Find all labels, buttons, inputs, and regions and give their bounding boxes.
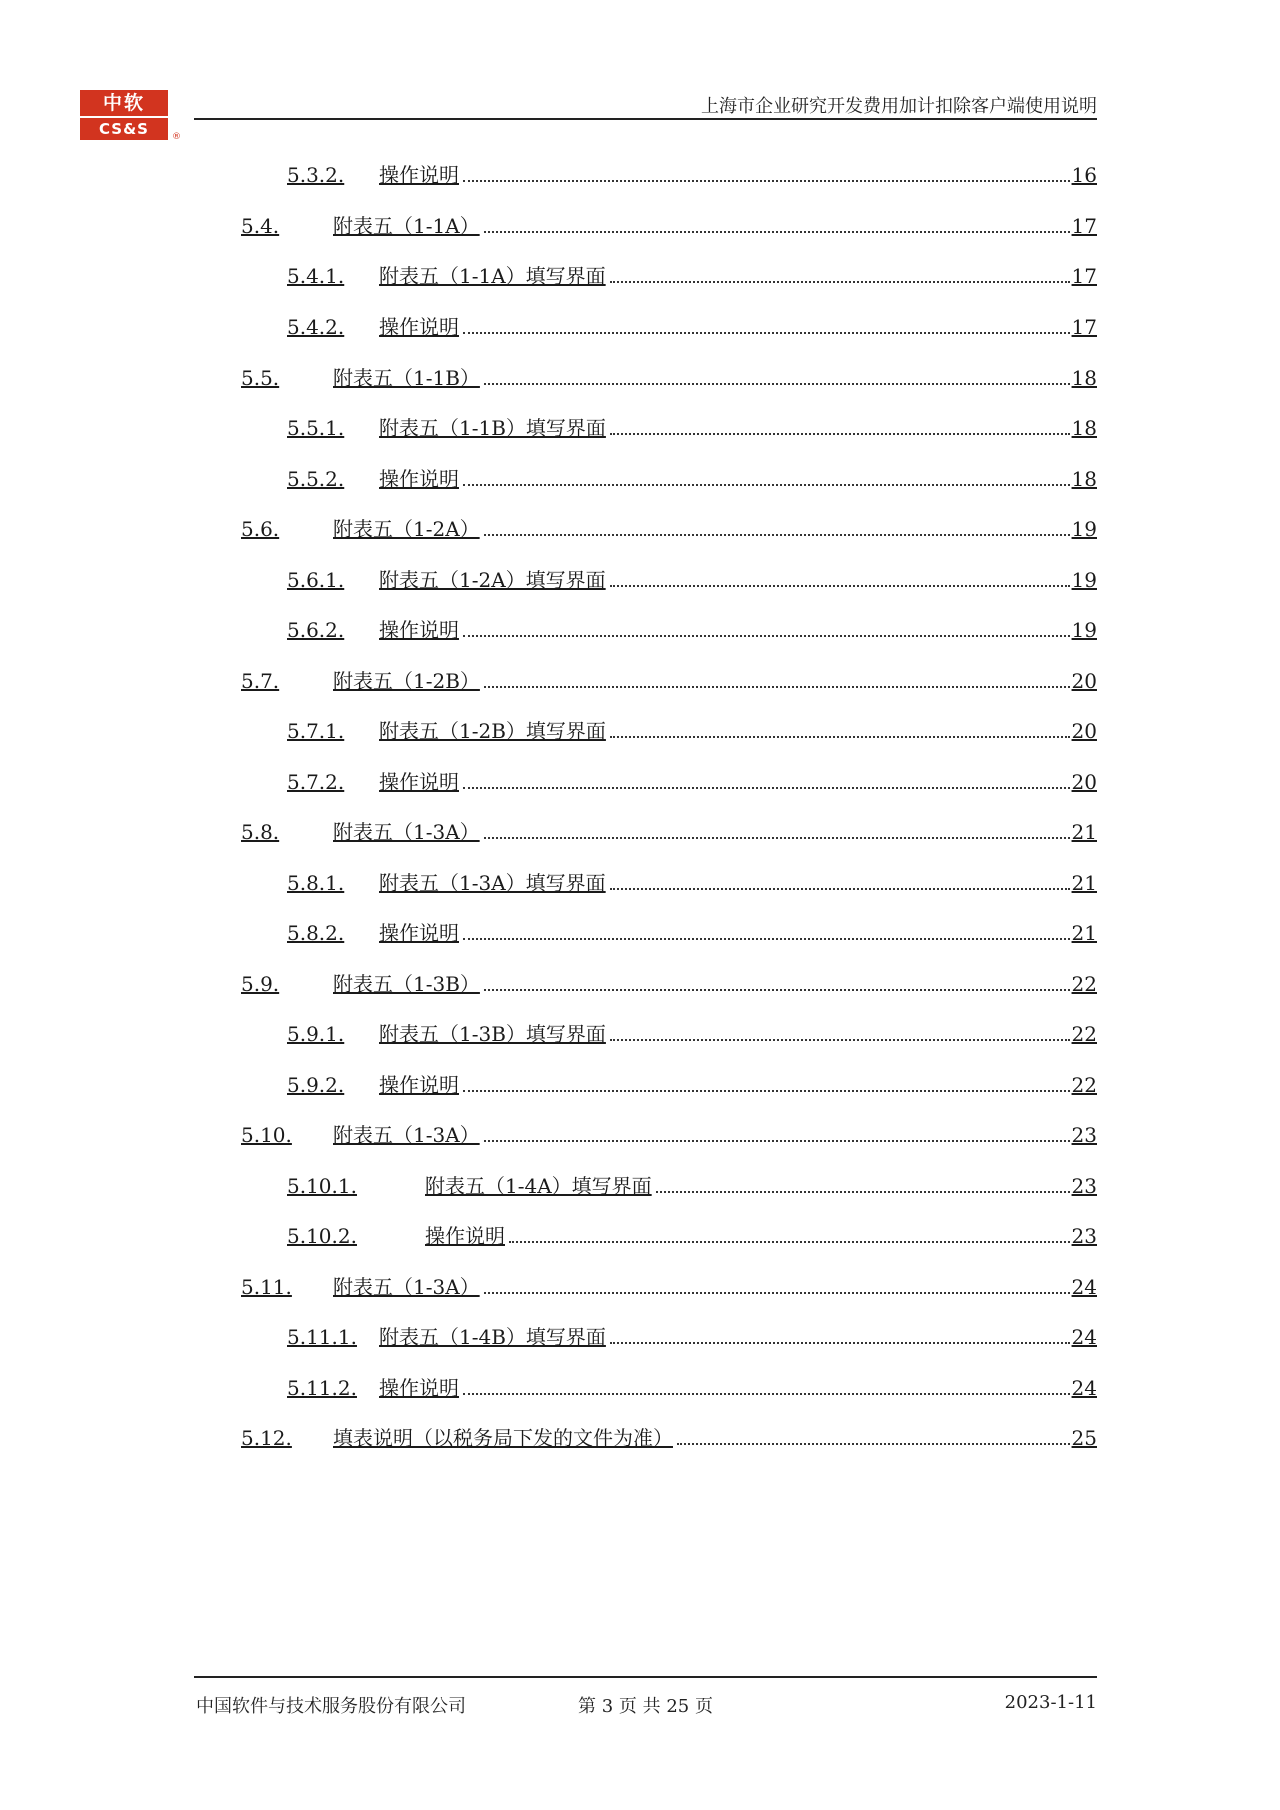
toc-leader (610, 736, 1070, 738)
toc-entry[interactable] (287, 765, 1097, 795)
toc-page: 17 (1071, 214, 1097, 238)
toc-title: 操作说明 (379, 1376, 459, 1400)
toc-number: 5.4.2. (287, 315, 345, 339)
toc-leader (484, 837, 1070, 839)
toc-leader (610, 888, 1070, 890)
toc-page: 23 (1071, 1123, 1097, 1147)
toc-entry[interactable] (287, 613, 1097, 643)
toc-leader (610, 1039, 1070, 1041)
toc-number: 5.10.1. (287, 1174, 357, 1198)
toc-entry[interactable] (241, 967, 1097, 997)
toc-entry[interactable] (241, 1270, 1097, 1300)
toc-page: 22 (1071, 972, 1097, 996)
toc-title: 附表五（1-3A） (333, 820, 480, 844)
toc-entry[interactable] (287, 462, 1097, 492)
toc-entry[interactable] (241, 209, 1097, 239)
toc-number: 5.4.1. (287, 264, 345, 288)
toc-entry[interactable] (287, 1371, 1097, 1401)
toc-leader (463, 635, 1070, 637)
toc-page: 22 (1071, 1022, 1097, 1046)
toc-title: 操作说明 (379, 315, 459, 339)
toc-title: 附表五（1-4B）填写界面 (379, 1325, 606, 1349)
toc-entry[interactable] (241, 664, 1097, 694)
toc-title: 填表说明（以税务局下发的文件为准） (333, 1426, 673, 1450)
header-divider (194, 118, 1097, 120)
toc-title: 附表五（1-1B）填写界面 (379, 416, 606, 440)
toc-page: 20 (1071, 669, 1097, 693)
toc-leader (484, 989, 1070, 991)
toc-page: 19 (1071, 517, 1097, 541)
toc-title: 附表五（1-2A）填写界面 (379, 568, 606, 592)
toc-entry[interactable] (287, 1017, 1097, 1047)
toc-entry[interactable] (287, 866, 1097, 896)
logo-bottom-text: CS&S (80, 118, 168, 140)
toc-leader (463, 787, 1070, 789)
toc-entry[interactable] (241, 361, 1097, 391)
toc-title: 操作说明 (379, 467, 459, 491)
toc-number: 5.8.2. (287, 921, 345, 945)
toc-leader (484, 686, 1070, 688)
toc-number: 5.6. (241, 517, 280, 541)
toc-page: 22 (1071, 1073, 1097, 1097)
toc-leader (463, 938, 1070, 940)
toc-leader (463, 180, 1070, 182)
toc-entry[interactable] (241, 1421, 1097, 1451)
toc-entry[interactable] (241, 1118, 1097, 1148)
toc-number: 5.10.2. (287, 1224, 357, 1248)
toc-title: 操作说明 (425, 1224, 505, 1248)
toc-entry[interactable] (287, 714, 1097, 744)
toc-entry[interactable] (287, 1169, 1097, 1199)
toc-number: 5.7.1. (287, 719, 345, 743)
toc-number: 5.6.1. (287, 568, 345, 592)
toc-page: 21 (1071, 921, 1097, 945)
toc-title: 附表五（1-3A）填写界面 (379, 871, 606, 895)
toc-page: 25 (1071, 1426, 1097, 1450)
footer-page-info: 第 3 页 共 25 页 (578, 1696, 713, 1717)
toc-number: 5.11.1. (287, 1325, 357, 1349)
toc-number: 5.5. (241, 366, 280, 390)
toc-number: 5.3.2. (287, 163, 345, 187)
toc-title: 操作说明 (379, 921, 459, 945)
toc-leader (610, 281, 1070, 283)
document-title: 上海市企业研究开发费用加计扣除客户端使用说明 (701, 96, 1097, 117)
toc-leader (463, 332, 1070, 334)
toc-number: 5.6.2. (287, 618, 345, 642)
toc-page: 18 (1071, 366, 1097, 390)
toc-title: 操作说明 (379, 618, 459, 642)
toc-leader (509, 1241, 1070, 1243)
toc-entry[interactable] (287, 310, 1097, 340)
toc-page: 23 (1071, 1174, 1097, 1198)
toc-title: 附表五（1-3B）填写界面 (379, 1022, 606, 1046)
toc-entry[interactable] (241, 815, 1097, 845)
toc-title: 附表五（1-1A） (333, 214, 480, 238)
toc-entry[interactable] (287, 411, 1097, 441)
footer-company: 中国软件与技术服务股份有限公司 (196, 1696, 466, 1717)
toc-title: 附表五（1-3B） (333, 972, 480, 996)
toc-number: 5.7.2. (287, 770, 345, 794)
toc-number: 5.8.1. (287, 871, 345, 895)
toc-leader (484, 231, 1070, 233)
toc-title: 附表五（1-1B） (333, 366, 480, 390)
toc-page: 18 (1071, 467, 1097, 491)
toc-leader (463, 1090, 1070, 1092)
toc-number: 5.8. (241, 820, 280, 844)
toc-page: 17 (1071, 315, 1097, 339)
footer-divider (194, 1676, 1097, 1678)
toc-title: 操作说明 (379, 770, 459, 794)
toc-leader (677, 1443, 1070, 1445)
logo-top-text: 中软 (80, 90, 168, 116)
toc-entry[interactable] (287, 563, 1097, 593)
toc-number: 5.9.1. (287, 1022, 345, 1046)
toc-leader (484, 1140, 1070, 1142)
toc-leader (656, 1191, 1070, 1193)
toc-page: 23 (1071, 1224, 1097, 1248)
toc-leader (484, 383, 1070, 385)
toc-entry[interactable] (287, 1068, 1097, 1098)
toc-leader (484, 1292, 1070, 1294)
toc-entry[interactable] (241, 512, 1097, 542)
toc-page: 19 (1071, 618, 1097, 642)
toc-number: 5.9.2. (287, 1073, 345, 1097)
toc-page: 21 (1071, 820, 1097, 844)
toc-number: 5.7. (241, 669, 280, 693)
toc-page: 16 (1071, 163, 1097, 187)
toc-page: 24 (1071, 1325, 1097, 1349)
toc-number: 5.9. (241, 972, 280, 996)
toc-title: 附表五（1-3A） (333, 1275, 480, 1299)
toc-number: 5.12. (241, 1426, 292, 1450)
toc-number: 5.10. (241, 1123, 292, 1147)
footer-date: 2023-1-11 (1004, 1692, 1097, 1713)
toc-leader (484, 534, 1070, 536)
toc-title: 附表五（1-4A）填写界面 (425, 1174, 652, 1198)
toc-page: 21 (1071, 871, 1097, 895)
toc-entry[interactable] (287, 259, 1097, 289)
toc-title: 操作说明 (379, 1073, 459, 1097)
toc-leader (610, 433, 1070, 435)
company-logo (80, 90, 181, 144)
toc-leader (610, 585, 1070, 587)
toc-entry[interactable] (287, 1219, 1097, 1249)
toc-title: 附表五（1-3A） (333, 1123, 480, 1147)
toc-page: 20 (1071, 770, 1097, 794)
toc-leader (463, 1393, 1070, 1395)
toc-title: 附表五（1-2A） (333, 517, 480, 541)
toc-title: 操作说明 (379, 163, 459, 187)
toc-title: 附表五（1-2B） (333, 669, 480, 693)
toc-number: 5.5.2. (287, 467, 345, 491)
toc-number: 5.11.2. (287, 1376, 357, 1400)
toc-number: 5.4. (241, 214, 280, 238)
toc-leader (610, 1342, 1070, 1344)
toc-page: 24 (1071, 1376, 1097, 1400)
toc-title: 附表五（1-2B）填写界面 (379, 719, 606, 743)
toc-title: 附表五（1-1A）填写界面 (379, 264, 606, 288)
toc-entry[interactable] (287, 158, 1097, 188)
toc-entry[interactable] (287, 1320, 1097, 1350)
toc-page: 18 (1071, 416, 1097, 440)
toc-page: 20 (1071, 719, 1097, 743)
toc-number: 5.11. (241, 1275, 292, 1299)
toc-page: 24 (1071, 1275, 1097, 1299)
registered-mark: ® (172, 132, 181, 142)
toc-page: 17 (1071, 264, 1097, 288)
toc-number: 5.5.1. (287, 416, 345, 440)
toc-entry[interactable] (287, 916, 1097, 946)
toc-page: 19 (1071, 568, 1097, 592)
toc-leader (463, 484, 1070, 486)
